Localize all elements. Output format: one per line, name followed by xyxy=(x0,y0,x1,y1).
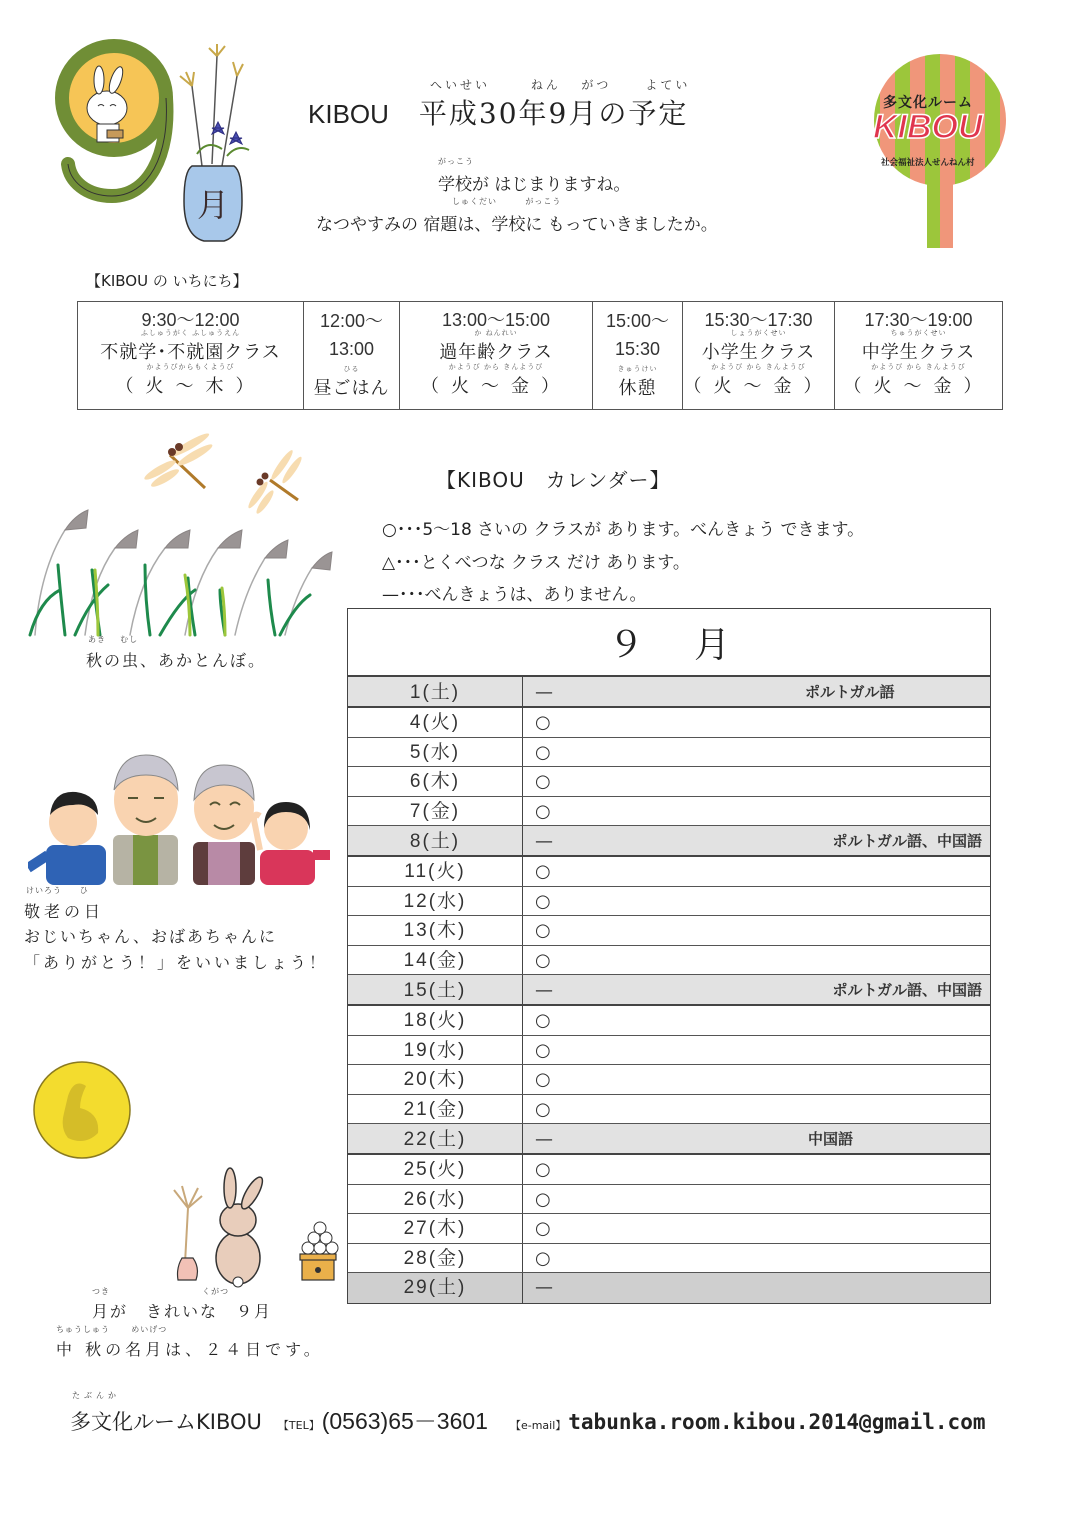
slot-days: （火〜木） xyxy=(115,376,266,397)
slot-name: 休憩 xyxy=(618,378,657,399)
calendar-mark-symbol: — xyxy=(535,1277,553,1298)
email-address[interactable]: tabunka.room.kibou.2014@gmail.com xyxy=(568,1410,986,1434)
calendar-table xyxy=(347,608,991,1304)
calendar-language-note: ポルトガル語、中国語 xyxy=(832,832,982,850)
calendar-date: 18(火) xyxy=(348,1006,523,1035)
calendar-row xyxy=(348,1273,990,1303)
moon-line1: 月が きれいな ９月 xyxy=(92,1302,273,1321)
calendar-row xyxy=(348,1095,990,1125)
tel-label: 【TEL】 xyxy=(277,1419,320,1432)
calendar-date: 15(土) xyxy=(348,975,523,1004)
calendar-mark-symbol: ○ xyxy=(535,1010,551,1031)
calendar-row xyxy=(348,1124,990,1155)
slot-days: （火〜金） xyxy=(421,376,571,397)
footer-org-ruby: たぶんか xyxy=(72,1391,120,1400)
slot-ruby: きゅうけい xyxy=(617,365,658,373)
slot-days-ruby: かようび から きんようび xyxy=(711,363,806,371)
calendar-row xyxy=(348,975,990,1006)
calendar-row xyxy=(348,887,990,917)
calendar-mark-symbol: — xyxy=(535,831,553,852)
calendar-row xyxy=(348,1155,990,1185)
calendar-mark xyxy=(523,946,990,975)
slot-days-ruby: かようびからもくようび xyxy=(146,363,235,371)
calendar-date: 7(金) xyxy=(348,797,523,826)
calendar-date: 29(土) xyxy=(348,1273,523,1303)
calendar-mark xyxy=(523,1214,990,1243)
autumn-caption: 秋の虫、あかとんぼ。 xyxy=(86,651,267,670)
slot-time-end: 13:00 xyxy=(328,339,375,359)
calendar-mark xyxy=(523,1124,990,1153)
calendar-date: 11(火) xyxy=(348,857,523,886)
calendar-mark-symbol: ○ xyxy=(535,949,551,971)
september-illustration xyxy=(52,36,262,246)
calendar-row xyxy=(348,1214,990,1244)
email-label: 【e-mail】 xyxy=(509,1419,567,1432)
calendar-mark-symbol: ○ xyxy=(535,1069,551,1090)
calendar-mark xyxy=(523,677,990,706)
calendar-date: 20(木) xyxy=(348,1065,523,1094)
legend-circle: ○･･･5〜18 さいの クラスが あります。べんきょう できます。 xyxy=(382,520,865,540)
calendar-mark-symbol: ○ xyxy=(535,800,551,822)
slot-time: 15:00〜 xyxy=(605,311,670,331)
calendar-row xyxy=(348,1185,990,1215)
calendar-mark-symbol: ○ xyxy=(535,1247,551,1269)
number-nine-icon xyxy=(52,36,262,246)
schedule-slot xyxy=(78,302,304,409)
tel-number[interactable]: (0563)65－3601 xyxy=(321,1408,488,1434)
calendar-language-note: 中国語 xyxy=(808,1130,854,1148)
calendar-mark xyxy=(523,1155,990,1184)
legend-triangle: △･･･とくべつな クラス だけ あります。 xyxy=(382,553,690,573)
calendar-row xyxy=(348,1065,990,1095)
dragonfly-icon xyxy=(246,448,304,515)
calendar-date: 22(土) xyxy=(348,1124,523,1153)
slot-days: （火〜金） xyxy=(683,376,834,397)
calendar-body xyxy=(348,677,990,1303)
calendar-mark xyxy=(523,975,990,1004)
slot-time: 13:00〜15:00 xyxy=(441,310,551,330)
calendar-date: 4(火) xyxy=(348,708,523,737)
slot-days-ruby: かようび から きんようび xyxy=(871,363,966,371)
keiro-line1: おじいちゃん、おばあちゃんに xyxy=(24,927,277,946)
calendar-row xyxy=(348,738,990,768)
legend-dash: —･･･べんきょうは、ありません。 xyxy=(382,585,647,605)
footer-org: 多文化ルームKIBOU xyxy=(70,1410,262,1434)
susuki-grass-icon xyxy=(30,510,332,635)
calendar-date: 13(木) xyxy=(348,916,523,945)
calendar-mark-symbol: ○ xyxy=(535,920,551,941)
title-ruby: へいせい ねん がつ よてい xyxy=(430,78,691,92)
calendar-date: 27(木) xyxy=(348,1214,523,1243)
calendar-row xyxy=(348,916,990,946)
calendar-mark xyxy=(523,797,990,826)
slot-ruby: ふしゅうがく ふしゅうえん xyxy=(140,329,241,337)
calendar-mark-symbol: ○ xyxy=(535,1159,551,1180)
calendar-date: 19(水) xyxy=(348,1036,523,1065)
calendar-row xyxy=(348,826,990,857)
calendar-row xyxy=(348,857,990,887)
calendar-mark-symbol: — xyxy=(535,682,553,703)
slot-days: （火〜金） xyxy=(843,376,994,397)
moon-line2-ruby: ちゅうしゅう めいげつ xyxy=(56,1325,168,1334)
moon-rabbit-icon xyxy=(30,1058,340,1288)
calendar-mark xyxy=(523,857,990,886)
autumn-illustration xyxy=(20,430,340,640)
calendar-row xyxy=(348,1244,990,1274)
vase-label: 月 xyxy=(196,186,230,224)
calendar-mark xyxy=(523,887,990,916)
tree-logo-icon xyxy=(865,52,1015,252)
calendar-month-header: ９月 xyxy=(348,609,990,677)
calendar-mark xyxy=(523,708,990,737)
daily-schedule-title: 【KIBOU の いちにち】 xyxy=(86,272,248,290)
calendar-language-note: ポルトガル語、中国語 xyxy=(832,981,982,999)
calendar-row xyxy=(348,767,990,797)
calendar-row xyxy=(348,946,990,976)
schedule-slot xyxy=(593,302,683,409)
slot-name: 過年齢クラス xyxy=(439,342,553,363)
slot-ruby: か ねんれい xyxy=(474,329,518,337)
calendar-mark-symbol: ○ xyxy=(535,1039,551,1061)
logo-line1: 多文化ルーム xyxy=(883,95,973,111)
slot-ruby: ちゅうがくせい xyxy=(890,329,947,337)
calendar-mark xyxy=(523,1185,990,1214)
slot-name: 小学生クラス xyxy=(701,342,816,363)
schedule-slot xyxy=(835,302,1002,409)
schedule-slot xyxy=(683,302,835,409)
keiro-ruby: けいろう ひ xyxy=(26,886,89,895)
slot-time: 17:30〜19:00 xyxy=(864,310,973,330)
schedule-slot xyxy=(400,302,593,409)
calendar-mark-symbol: ○ xyxy=(535,1098,551,1120)
family-icon xyxy=(28,750,333,885)
calendar-mark-symbol: ○ xyxy=(535,712,551,733)
calendar-row xyxy=(348,1036,990,1066)
calendar-mark-symbol: ○ xyxy=(535,771,551,792)
dragonfly-grass-icon xyxy=(20,430,340,640)
calendar-mark xyxy=(523,1036,990,1065)
calendar-title: 【KIBOU カレンダー】 xyxy=(436,468,671,492)
title-text: 平成30年9月の予定 xyxy=(418,97,689,130)
slot-name: 不就学･不就園クラス xyxy=(100,342,281,363)
logo-line2: 社会福祉法人せんねん村 xyxy=(881,158,975,168)
intro-line2: なつやすみの 宿題は、学校に もっていきましたか。 xyxy=(316,215,718,235)
calendar-mark xyxy=(523,916,990,945)
calendar-mark-symbol: ○ xyxy=(535,861,551,882)
dragonfly-icon xyxy=(142,431,214,490)
slot-time: 9:30〜12:00 xyxy=(141,310,240,330)
slot-days-ruby: かようび から きんようび xyxy=(448,363,544,371)
calendar-mark xyxy=(523,826,990,855)
calendar-date: 21(金) xyxy=(348,1095,523,1124)
calendar-mark-symbol: — xyxy=(535,1129,553,1150)
autumn-caption-ruby: あき むし xyxy=(88,635,139,644)
calendar-mark-symbol: — xyxy=(535,980,553,1001)
calendar-mark xyxy=(523,1095,990,1124)
calendar-row xyxy=(348,677,990,708)
daily-schedule-table xyxy=(77,301,1003,410)
slot-ruby: ひる xyxy=(343,365,360,373)
calendar-mark xyxy=(523,738,990,767)
calendar-row xyxy=(348,797,990,827)
intro-line1-ruby: がっこう xyxy=(438,157,474,166)
calendar-mark-symbol: ○ xyxy=(535,1188,551,1210)
slot-time: 15:30〜17:30 xyxy=(704,310,813,330)
logo-brand: KIBOU xyxy=(873,108,983,146)
schedule-slot xyxy=(304,302,400,409)
keiro-line2: 「ありがとう！」をいいましょう！ xyxy=(24,953,329,972)
calendar-row xyxy=(348,1006,990,1036)
slot-time: 12:00〜 xyxy=(319,311,384,331)
moon-illustration xyxy=(30,1058,340,1288)
calendar-date: 26(水) xyxy=(348,1185,523,1214)
calendar-mark-symbol: ○ xyxy=(535,741,551,763)
calendar-date: 1(土) xyxy=(348,677,523,706)
calendar-date: 5(水) xyxy=(348,738,523,767)
calendar-date: 25(火) xyxy=(348,1155,523,1184)
moon-line1-ruby: つき くがつ xyxy=(92,1287,230,1296)
calendar-date: 28(金) xyxy=(348,1244,523,1273)
calendar-date: 12(水) xyxy=(348,887,523,916)
calendar-mark xyxy=(523,1244,990,1273)
moon-line2: 中 秋の名月は、２４日です。 xyxy=(56,1340,324,1359)
intro-line1: 学校が はじまりますね。 xyxy=(438,175,631,195)
family-illustration xyxy=(28,750,333,885)
calendar-mark-symbol: ○ xyxy=(535,1218,551,1239)
title-brand: KIBOU xyxy=(308,99,389,129)
slot-ruby: しょうがくせい xyxy=(730,329,787,337)
calendar-row xyxy=(348,708,990,738)
footer-contact xyxy=(70,1403,986,1436)
kibou-logo xyxy=(865,52,1015,252)
slot-time-end: 15:30 xyxy=(614,339,661,359)
keiro-title: 敬老の日 xyxy=(24,902,105,921)
slot-name: 昼ごはん xyxy=(313,378,390,399)
calendar-date: 8(土) xyxy=(348,826,523,855)
calendar-mark xyxy=(523,1006,990,1035)
calendar-date: 6(木) xyxy=(348,767,523,796)
calendar-mark-symbol: ○ xyxy=(535,890,551,912)
calendar-mark xyxy=(523,767,990,796)
slot-name: 中学生クラス xyxy=(861,342,976,363)
intro-line2-ruby: しゅくだい がっこう xyxy=(452,197,562,206)
calendar-language-note: ポルトガル語 xyxy=(805,683,895,701)
page-title xyxy=(308,92,688,132)
calendar-mark xyxy=(523,1065,990,1094)
calendar-mark xyxy=(523,1273,990,1303)
calendar-date: 14(金) xyxy=(348,946,523,975)
